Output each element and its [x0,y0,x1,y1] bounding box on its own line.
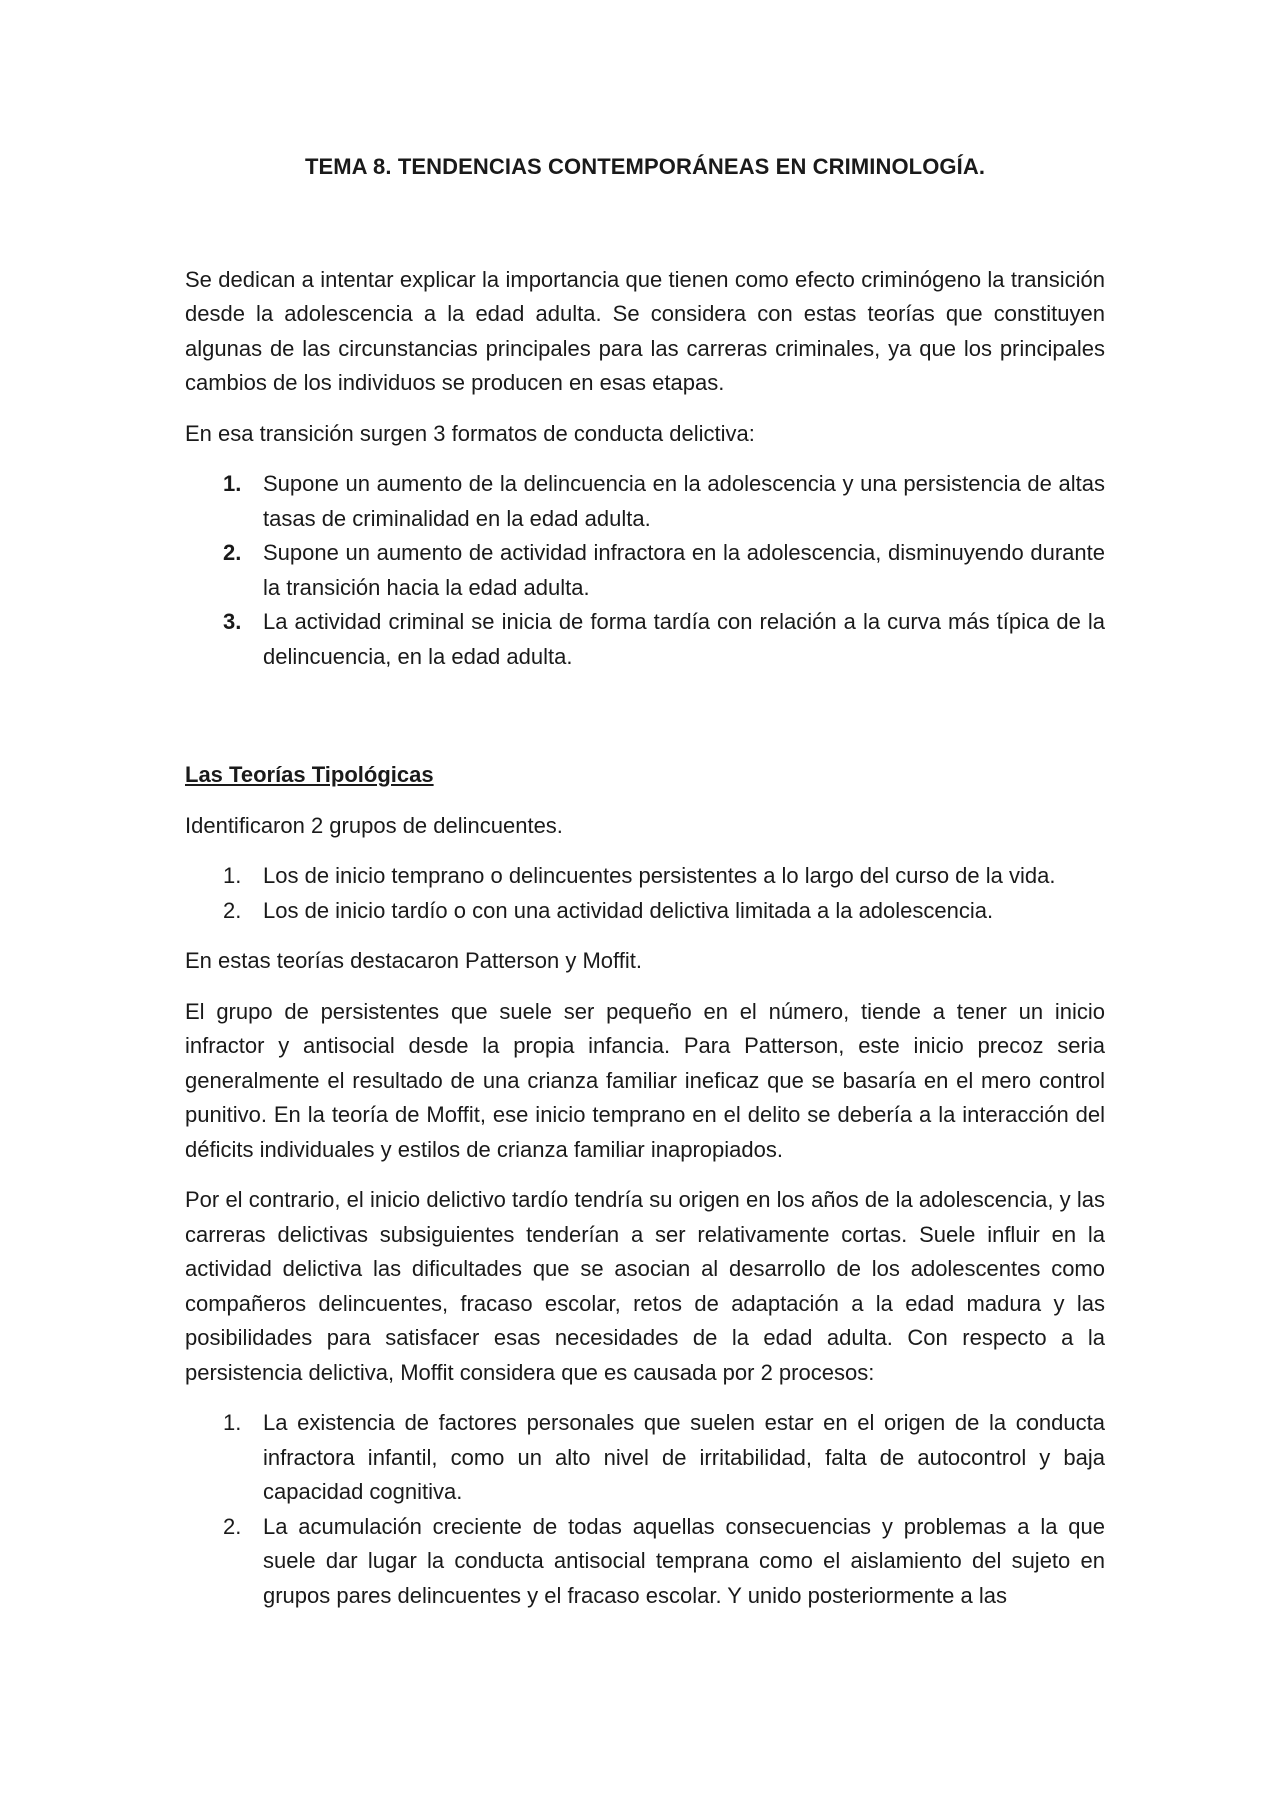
list-number: 2. [223,1513,242,1539]
late-onset-paragraph: Por el contrario, el inicio delictivo tardío tendría su origen en los años de la adolescencia, y las carreras delictivas subsiguientes tenderían a ser relativamente cortas. Suele influir en la actividad delictiva las dificultades que se asocian al desarrollo de los adolescentes como compañeros delincuentes, fracaso escolar, retos de adaptación a la edad madura y las posibilidades para satisfacer esas necesidades de la edad adulta. Con respecto a la persistencia delictiva, Moffit considera que es causada por 2 procesos: [185,1187,1105,1385]
list-text: La existencia de factores personales que suelen estar en el origen de la conducta infractora infantil, como un alto nivel de irritabilidad, falta de autocontrol y baja capacidad cognitiva. [263,1410,1105,1504]
list-number: 1. [223,863,242,888]
list-item [185,536,1105,605]
list-text: La acumulación creciente de todas aquellas consecuencias y problemas a la que suele dar lugar la conducta antisocial temprana como el aislamiento del sujeto en grupos pares delincuentes y el fracaso escolar. Y unido posteriormente a las [263,1513,1105,1608]
list-item [185,467,1105,536]
list-number: 2. [223,897,242,923]
document-title: TEMA 8. TENDENCIAS CONTEMPORÁNEAS EN CRIMINOLOGÍA. [304,154,986,179]
list-item [185,1510,1105,1614]
document-page [185,150,1105,1629]
list-text: Supone un aumento de la delincuencia en la adolescencia y una persistencia de altas tasas de criminalidad en la edad adulta. [263,471,1105,531]
spacer [185,690,1105,758]
groups-list [185,859,1105,928]
formats-intro: En esa transición surgen 3 formatos de conducta delictiva: [185,420,755,446]
list-text: La actividad criminal se inicia de forma tardía con relación a la curva más típica de la delincuencia, en la edad adulta. [263,609,1105,669]
list-text: Los de inicio temprano o delincuentes persistentes a lo largo del curso de la vida. [263,863,1056,888]
list-number: 2. [223,540,242,565]
processes-list [185,1406,1105,1613]
list-item [185,1406,1105,1510]
formats-list [185,467,1105,674]
list-item [185,894,1105,929]
persistent-paragraph: El grupo de persistentes que suele ser pequeño en el número, tiende a tener un inicio infractor y antisocial desde la propia infancia. Para Patterson, este inicio precoz seria generalmente el resultado de una crianza familiar ineficaz que se basaría en el mero control punitivo. En la teoría de Moffit, ese inicio temprano en el delito se debería a la interacción del déficits individuales y estilos de crianza familiar inapropiados. [185,998,1105,1162]
intro-paragraph: Se dedican a intentar explicar la importancia que tienen como efecto criminógeno la transición desde la adolescencia a la edad adulta. Se considera con estas teorías que constituyen algunas de las circunstancias principales para las carreras criminales, ya que los principales cambios de los individuos se producen en esas etapas. [185,266,1105,395]
list-item [185,859,1105,894]
list-item [185,605,1105,674]
groups-intro: Identificaron 2 grupos de delincuentes. [185,812,563,838]
list-text: Los de inicio tardío o con una actividad delictiva limitada a la adolescencia. [263,897,994,923]
authors-paragraph: En estas teorías destacaron Patterson y Moffit. [185,948,642,973]
list-number: 3. [223,609,242,634]
list-number: 1. [223,1410,242,1435]
section-heading: Las Teorías Tipológicas [185,762,434,787]
list-number: 1. [223,471,242,496]
list-text: Supone un aumento de actividad infractora en la adolescencia, disminuyendo durante la transición hacia la edad adulta. [263,540,1105,600]
